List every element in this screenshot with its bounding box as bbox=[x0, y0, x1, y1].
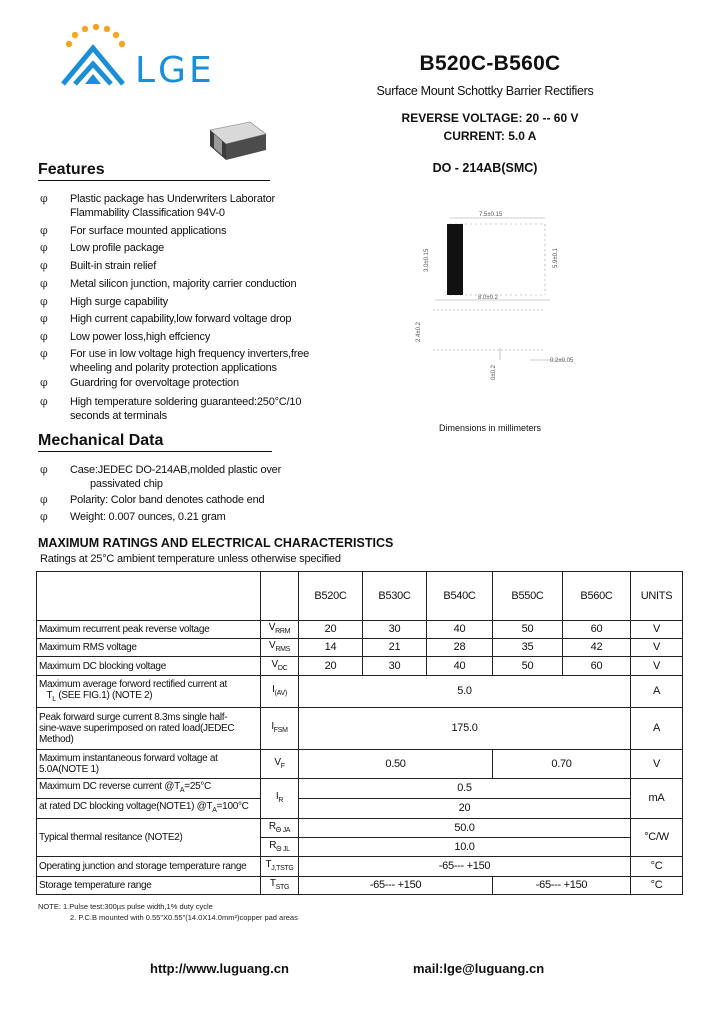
feature-item: Metal silicon junction, majority carrier conduction bbox=[70, 278, 297, 290]
cell-value: 20 bbox=[299, 621, 363, 639]
bullet-icon: φ bbox=[40, 295, 48, 308]
row-label: Storage temperature range bbox=[37, 877, 261, 895]
cell-value: 50.0 bbox=[299, 819, 631, 838]
feature-item: For surface mounted applications bbox=[70, 225, 227, 237]
cell-unit: A bbox=[631, 708, 683, 750]
mechanical-item: Weight: 0.007 ounces, 0.21 gram bbox=[70, 511, 226, 523]
bullet-icon: φ bbox=[40, 259, 48, 272]
note-1: NOTE: 1.Pulse test:300µs pulse width,1% duty cycle bbox=[38, 902, 213, 911]
row-label: Typical thermal resitance (NOTE2) bbox=[37, 819, 261, 857]
cell-value: 60 bbox=[563, 657, 631, 676]
cell-value: -65--- +150 bbox=[493, 877, 631, 895]
col-header: B550C bbox=[493, 572, 563, 621]
cell-unit: V bbox=[631, 639, 683, 657]
table-header-row bbox=[37, 572, 683, 621]
row-symbol: $I_{FSM}$ bbox=[261, 708, 299, 750]
row-symbol: $R_{\Theta JL}$ bbox=[261, 838, 299, 857]
feature-item: Built-in strain relief bbox=[70, 260, 157, 272]
row-label: Maximum instantaneous forward voltage at 5.0A(NOTE 1) bbox=[37, 750, 261, 779]
feature-item: High current capability,low forward voltage drop bbox=[70, 313, 292, 325]
cell-value: 30 bbox=[363, 621, 427, 639]
dim-lead-label: 0.2±0.05 bbox=[550, 358, 574, 364]
reverse-voltage: REVERSE VOLTAGE: 20 -- 60 V bbox=[401, 111, 579, 125]
table-row bbox=[37, 857, 683, 877]
dimensions-caption: Dimensions in millimeters bbox=[438, 423, 542, 433]
table-row bbox=[37, 657, 683, 676]
bullet-icon: φ bbox=[40, 463, 48, 476]
feature-item: Low profile package bbox=[70, 242, 165, 254]
row-symbol: $V_{RMS}$ bbox=[261, 639, 299, 657]
bullet-icon: φ bbox=[40, 395, 48, 408]
dim-foot-label: 1.0±0.2 bbox=[491, 365, 497, 380]
website-link[interactable]: http://www.luguang.cn bbox=[150, 961, 289, 976]
row-label: Peak forward surge current 8.3ms single half- sine-wave superimposed on rated load(JEDEC Method) bbox=[37, 708, 261, 750]
table-row bbox=[37, 750, 683, 779]
mechanical-item: Polarity: Color band denotes cathode end bbox=[70, 494, 265, 506]
feature-item: Guardring for overvoltage protection bbox=[70, 377, 239, 389]
cell-value: -65--- +150 bbox=[299, 857, 631, 877]
col-header: B540C bbox=[427, 572, 493, 621]
bullet-icon: φ bbox=[40, 277, 48, 290]
email-link[interactable]: mail:lge@luguang.cn bbox=[413, 961, 545, 976]
logo-text: LGE bbox=[135, 50, 215, 91]
chip-package-image bbox=[200, 118, 270, 166]
note-2: 2. P.C.B mounted with 0.55"X0.55"(14.0X14.0mm²)copper pad areas bbox=[70, 913, 298, 922]
dim-left-label: 3.0±0.15 bbox=[424, 248, 430, 272]
ratings-subtitle: Ratings at 25°C ambient temperature unless otherwise specified bbox=[40, 553, 341, 565]
cell-value: 20 bbox=[299, 799, 631, 819]
bullet-icon: φ bbox=[40, 312, 48, 325]
product-subtitle: Surface Mount Schottky Barrier Rectifiers bbox=[376, 84, 594, 98]
bullet-icon: φ bbox=[40, 330, 48, 343]
bullet-icon: φ bbox=[40, 347, 48, 360]
table-row bbox=[37, 819, 683, 838]
cell-value: 40 bbox=[427, 621, 493, 639]
part-title: B520C-B560C bbox=[419, 52, 561, 75]
bullet-icon: φ bbox=[40, 241, 48, 254]
table-row bbox=[37, 708, 683, 750]
cell-value: 35 bbox=[493, 639, 563, 657]
ratings-heading: MAXIMUM RATINGS AND ELECTRICAL CHARACTERISTICS bbox=[38, 536, 394, 550]
cell-value: 175.0 bbox=[299, 708, 631, 750]
cell-value: -65--- +150 bbox=[299, 877, 493, 895]
cell-unit: mA bbox=[631, 779, 683, 819]
bullet-icon: φ bbox=[40, 376, 48, 389]
row-label: Maximum RMS voltage bbox=[37, 639, 261, 657]
cell-unit: A bbox=[631, 676, 683, 708]
row-label: Maximum average forword rectified current at $T_L$ (SEE FIG.1) (NOTE 2) bbox=[37, 676, 261, 708]
cell-value: 30 bbox=[363, 657, 427, 676]
cell-unit: °C bbox=[631, 877, 683, 895]
row-label: Maximum recurrent peak reverse voltage bbox=[37, 621, 261, 639]
table-row bbox=[37, 877, 683, 895]
dim-mid-label: 8.0±0.2 bbox=[478, 295, 498, 301]
cell-value: 40 bbox=[427, 657, 493, 676]
table-row bbox=[37, 779, 683, 799]
table-row bbox=[37, 639, 683, 657]
cell-value: 0.50 bbox=[299, 750, 493, 779]
cell-unit: °C/W bbox=[631, 819, 683, 857]
features-heading: Features bbox=[38, 161, 270, 181]
cell-unit: V bbox=[631, 657, 683, 676]
package-outline-diagram bbox=[395, 200, 595, 380]
col-header: B520C bbox=[299, 572, 363, 621]
table-row bbox=[37, 799, 683, 819]
package-type: DO - 214AB(SMC) bbox=[432, 161, 538, 175]
feature-item: For use in low voltage high frequency inverters,free wheeling and polarity protection applications bbox=[70, 348, 310, 374]
cell-value: 5.0 bbox=[299, 676, 631, 708]
row-label: Maximum DC blocking voltage bbox=[37, 657, 261, 676]
bullet-icon: φ bbox=[40, 224, 48, 237]
mechanical-item: Case:JEDEC DO-214AB,molded plastic over passivated chip bbox=[70, 464, 282, 490]
row-label: Operating junction and storage temperature range bbox=[37, 857, 261, 877]
row-symbol: $T_{STG}$ bbox=[261, 877, 299, 895]
bullet-icon: φ bbox=[40, 510, 48, 523]
feature-item: High temperature soldering guaranteed:250°C/10 seconds at terminals bbox=[70, 396, 302, 422]
cell-value: 42 bbox=[563, 639, 631, 657]
dim-right-label: 5.9±0.1 bbox=[553, 248, 559, 268]
feature-item: High surge capability bbox=[70, 296, 168, 308]
cell-value: 14 bbox=[299, 639, 363, 657]
header-blank bbox=[37, 572, 261, 621]
cell-value: 0.5 bbox=[299, 779, 631, 799]
table-row bbox=[37, 676, 683, 708]
row-symbol: $V_{DC}$ bbox=[261, 657, 299, 676]
table-row bbox=[37, 621, 683, 639]
col-header-units: UNITS bbox=[631, 572, 683, 621]
cell-value: 50 bbox=[493, 657, 563, 676]
row-symbol: $V_{RRM}$ bbox=[261, 621, 299, 639]
bullet-icon: φ bbox=[40, 192, 48, 205]
cell-unit: °C bbox=[631, 857, 683, 877]
row-label: at rated DC blocking voltage(NOTE1) $@T_A=100^\circ C$ bbox=[37, 799, 261, 819]
row-symbol: $T_{J,TSTG}$ bbox=[261, 857, 299, 877]
row-symbol: $I_{(AV)}$ bbox=[261, 676, 299, 708]
row-label: Maximum DC reverse current $@T_A=25^\circ C$ bbox=[37, 779, 261, 799]
dim-side-label: 2.4±0.2 bbox=[416, 322, 422, 342]
feature-item: Low power loss,high effciency bbox=[70, 331, 211, 343]
col-header: B560C bbox=[563, 572, 631, 621]
cell-value: 20 bbox=[299, 657, 363, 676]
cell-unit: V bbox=[631, 621, 683, 639]
cell-value: 21 bbox=[363, 639, 427, 657]
cell-unit: V bbox=[631, 750, 683, 779]
cathode-band bbox=[447, 224, 463, 295]
ratings-table bbox=[36, 571, 683, 895]
bullet-icon: φ bbox=[40, 493, 48, 506]
row-symbol: $I_R$ bbox=[261, 779, 299, 819]
row-symbol: $R_{\Theta JA}$ bbox=[261, 819, 299, 838]
col-header: B530C bbox=[363, 572, 427, 621]
cell-value: 50 bbox=[493, 621, 563, 639]
header-blank bbox=[261, 572, 299, 621]
current-rating: CURRENT: 5.0 A bbox=[443, 129, 537, 143]
dim-top-label: 7.5±0.15 bbox=[479, 212, 503, 218]
cell-value: 0.70 bbox=[493, 750, 631, 779]
cell-value: 10.0 bbox=[299, 838, 631, 857]
cell-value: 60 bbox=[563, 621, 631, 639]
lge-logo bbox=[55, 22, 245, 97]
row-symbol: $V_F$ bbox=[261, 750, 299, 779]
cell-value: 28 bbox=[427, 639, 493, 657]
mechanical-heading: Mechanical Data bbox=[38, 432, 272, 452]
feature-item: Plastic package has Underwriters Laborator Flammability Classification 94V-0 bbox=[70, 193, 275, 219]
